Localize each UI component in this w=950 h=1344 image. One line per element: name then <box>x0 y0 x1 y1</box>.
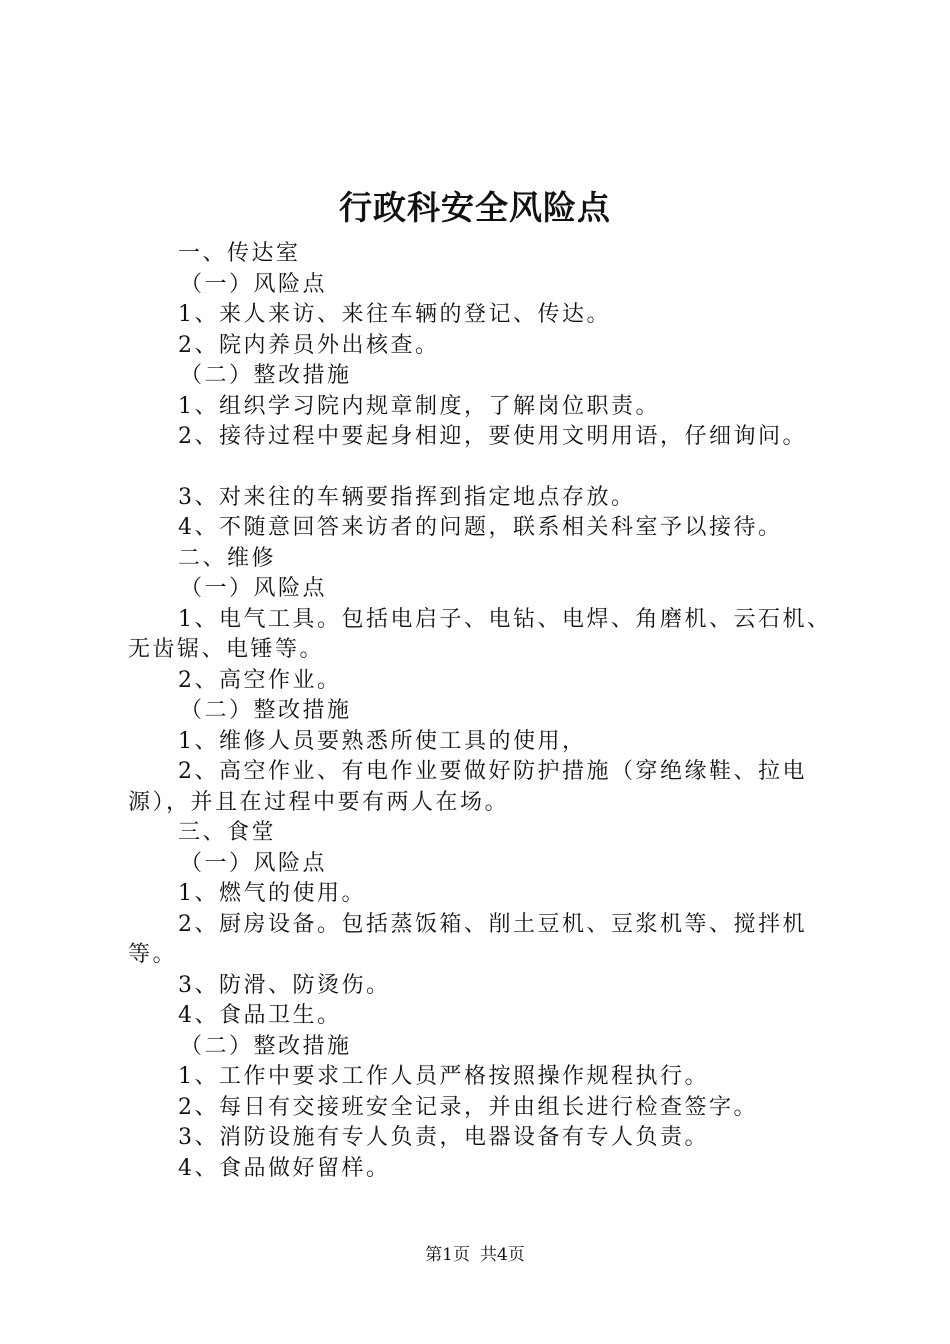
list-item: 2、高空作业。 <box>178 667 342 693</box>
list-item: 4、食品做好留样。 <box>178 1155 391 1181</box>
list-item: 2、厨房设备。包括蒸饭箱、削土豆机、豆浆机等、搅拌机 <box>178 911 807 937</box>
list-item: 2、接待过程中要起身相迎，要使用文明用语，仔细询问。 <box>178 424 807 449</box>
list-item: 2、每日有交接班安全记录，并由组长进行检查签字。 <box>178 1094 758 1120</box>
section-heading: 二、维修 <box>178 545 277 571</box>
page-total: 共4页 <box>480 1245 525 1265</box>
subsection-heading: （一）风险点 <box>180 850 328 876</box>
list-item: 1、燃气的使用。 <box>178 881 366 906</box>
list-item: 3、防滑、防烫伤。 <box>178 972 391 998</box>
section-heading: 一、传达室 <box>178 241 301 266</box>
list-item: 2、院内养员外出核查。 <box>178 332 440 358</box>
subsection-heading: （二）整改措施 <box>180 698 352 723</box>
list-item: 1、组织学习院内规章制度，了解岗位职责。 <box>178 393 660 419</box>
list-item: 4、不随意回答来访者的问题，联系相关科室予以接待。 <box>178 515 783 540</box>
list-item: 2、高空作业、有电作业要做好防护措施（穿绝缘鞋、拉电 <box>178 759 807 784</box>
list-item: 1、来人来访、来往车辆的登记、传达。 <box>178 302 611 327</box>
blank-line <box>128 453 848 483</box>
subsection-heading: （二）整改措施 <box>180 1033 352 1059</box>
list-item: 4、食品卫生。 <box>178 1003 342 1028</box>
section-heading: 三、食堂 <box>178 820 277 845</box>
list-item: 3、对来往的车辆要指挥到指定地点存放。 <box>178 484 636 510</box>
list-item-continuation: 等。 <box>128 942 178 967</box>
list-item: 1、电气工具。包括电启子、电钻、电焊、角磨机、云石机、 <box>178 606 832 632</box>
list-item: 1、工作中要求工作人员严格按照操作规程执行。 <box>178 1064 709 1089</box>
subsection-heading: （一）风险点 <box>180 576 328 601</box>
document-title: 行政科安全风险点 <box>339 188 611 227</box>
list-item: 3、消防设施有专人负责，电器设备有专人负责。 <box>178 1125 709 1150</box>
subsection-heading: （一）风险点 <box>180 271 328 297</box>
document-body <box>128 239 848 1184</box>
page-number: 第1页 <box>425 1245 470 1265</box>
page-footer <box>0 1243 950 1267</box>
list-item-continuation: 源），并且在过程中要有两人在场。 <box>128 789 510 815</box>
list-item: 1、维修人员要熟悉所使工具的使用， <box>178 728 587 754</box>
subsection-heading: （二）整改措施 <box>180 363 352 388</box>
list-item-continuation: 无齿锯、电锤等。 <box>128 637 325 662</box>
